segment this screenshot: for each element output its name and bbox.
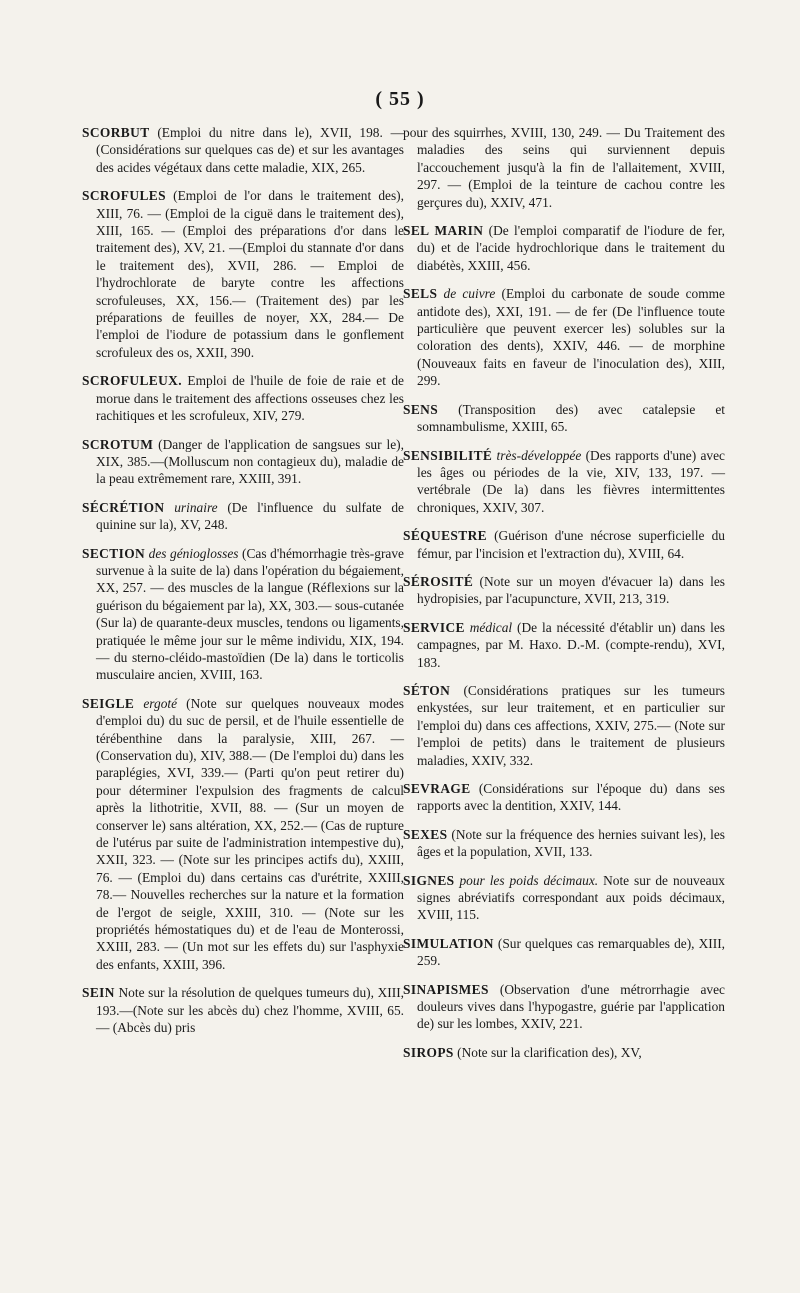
index-entry	[403, 124, 725, 211]
entry-headword: SENS	[403, 401, 439, 417]
entry-headword: SÉROSITÉ	[403, 573, 474, 589]
index-entry	[403, 935, 725, 970]
index-entry	[403, 780, 725, 815]
index-entry	[82, 436, 404, 488]
entry-headword: SEIN	[82, 985, 115, 1001]
entry-text: (Sur quelques cas remarquables de), XIII, 259.	[417, 935, 725, 969]
index-entry	[403, 872, 725, 924]
index-entry	[403, 222, 725, 274]
index-entry	[403, 682, 725, 769]
entry-text: Note sur de nouveaux signes abréviatifs correspondant aux poids décimaux, XVIII, 115.	[417, 872, 725, 923]
entry-headword: SCORBUT	[82, 125, 150, 140]
entry-headword: SÉCRÉTION	[82, 499, 165, 515]
entry-text: (De l'influence du sulfate de quinine sur la), XV, 248.	[96, 499, 404, 533]
entry-headword: SIROPS	[403, 1044, 454, 1060]
entry-text: (Danger de l'application de sangsues sur le), XIX, 385.—(Molluscum non contagieux du), maladie de la peau extrêmement rare, XXIII, 391.	[96, 436, 404, 487]
entry-qualifier: ergoté	[134, 695, 178, 711]
index-entry	[403, 401, 725, 436]
index-entry	[82, 124, 404, 176]
entry-text: (Considérations pratiques sur les tumeurs enkystées, sur leur traitement, et en particulier sur l'emploi du) dans ces affections, XXIV, 275.— (Note sur l'emploi de petits) dans le traitement de plusieurs maladies, XXIV, 332.	[417, 682, 725, 768]
entry-text: (Note sur un moyen d'évacuer la) dans les hydropisies, par l'acupuncture, XVII, 213, 319.	[417, 573, 725, 607]
entry-text: pour des squirrhes, XVIII, 130, 249. — Du Traitement des maladies des seins qui surviennent depuis l'accouchement jusqu'à la fin de l'allaitement, XVIII, 297. — (Emploi de la teinture de cachou contre les gerçures du), XXIV, 471.	[403, 125, 725, 210]
entry-qualifier: des génioglosses	[145, 545, 239, 561]
entry-text: (Observation d'une métrorrhagie avec douleurs vives dans l'hypogastre, guérie par l'application de) sur les lombes, XXIV, 221.	[417, 981, 725, 1032]
entry-qualifier: de cuivre	[437, 286, 496, 302]
right-column	[403, 124, 725, 1072]
entry-text: (Transposition des) avec catalepsie et somnambulisme, XXIII, 65.	[417, 401, 725, 435]
entry-headword: SEL MARIN	[403, 223, 484, 239]
entry-text: (De l'emploi comparatif de l'iodure de fer, du) et de l'acide hydrochlorique dans le traitement du diabétès, XXIII, 456.	[417, 223, 725, 273]
entry-headword: SÉTON	[403, 682, 451, 698]
index-entry	[82, 695, 404, 974]
entry-headword: SELS	[403, 286, 438, 302]
entry-headword: SCROFULES	[82, 188, 166, 204]
entry-headword: SIMULATION	[403, 935, 494, 951]
entry-text: Note sur la résolution de quelques tumeurs du), XIII, 193.—(Note sur les abcès du) chez l'homme, XVIII, 65. — (Abcès du) pris	[96, 985, 404, 1036]
entry-headword: SERVICE	[403, 619, 465, 635]
index-entry	[403, 447, 725, 517]
entry-headword: SCROTUM	[82, 436, 154, 452]
entry-qualifier: pour les poids décimaux.	[454, 872, 599, 888]
entry-text: (Note sur la clarification des), XV,	[453, 1044, 642, 1060]
entry-headword: SECTION	[82, 545, 146, 561]
index-entry	[82, 984, 404, 1036]
entry-text: (Emploi du nitre dans le), XVII, 198. — (Considérations sur quelques cas de) et sur les avantages des acides végétaux dans cette maladie, XIX, 265.	[96, 125, 404, 175]
entry-text: (Cas d'hémorrhagie très-grave survenue à la suite de la) dans l'opération du bégaiement, XX, 257. — des muscles de la langue (Réflexions sur la guérison du bégaiement par la), XX, 303.— sous-cutanée (Sur la) de quarante-deux muscles, tendons ou ligaments, pratiquée le même jour sur le même individu, XIX, 194.— du sterno-cléido-mastoïdien (De la) dans le torticolis musculaire ancien, XVIII, 163.	[96, 545, 404, 683]
entry-qualifier: très-développée	[492, 447, 582, 463]
index-entry	[82, 187, 404, 361]
entry-text: (Emploi du carbonate de soude comme antidote des), XXI, 191. — de fer (De l'influence toute particulière que peuvent exercer les) solubles sur la coloration des dents), XXIV, 446. — de morphine (Nouveaux faits en faveur de l'inoculation des), XIII, 299.	[417, 286, 726, 389]
entry-qualifier: urinaire	[164, 499, 218, 515]
entry-text: (Note sur quelques nouveaux modes d'emploi du) du suc de persil, et de l'huile essentielle de térébenthine dans la paralysie, XIII, 267. — (Conservation du), XIV, 388.— (De l'emploi du) dans les paraplégies, XVI, 339.— (Parti qu'on peut retirer du) pour déterminer l'expulsion des fragments de calcul après la lithotritie, XVII, 88. — (Sur un moyen de conserver le) sans altération, XX, 252.— (Cas de rupture de l'utérus par suite de l'administration intempestive du), XXII, 323. — (Note sur les principes actifs du), XXIII, 76. — (Emploi du) dans certains cas d'urétrite, XXIII, 78.— Nouvelles recherches sur la nature et la formation de l'ergot de seigle, XXIII, 310. — (Note sur les propriétés hémostatiques du) et de l'eau de Monterossi, XXIII, 283. — (Un mot sur les effets du) sur l'asphyxie des enfants, XXIII, 396.	[96, 695, 405, 972]
index-entry	[403, 619, 725, 671]
entry-text: (Des rapports d'une) avec les âges ou périodes de la vie, XIV, 133, 197. — vertébrale (De la) dans les fièvres intermittentes chroniques, XXIV, 307.	[417, 447, 725, 515]
index-entry	[82, 499, 404, 534]
index-entry	[403, 573, 725, 608]
entry-headword: SINAPISMES	[403, 981, 489, 997]
left-column	[82, 124, 404, 1048]
entry-text: (De la nécessité d'établir un) dans les campagnes, par M. Haxo. D.-M. (compte-rendu), XVI, 183.	[417, 619, 725, 670]
entry-text: (Guérison d'une nécrose superficielle du fémur, par l'incision et l'extraction du), XVIII, 64.	[417, 528, 725, 561]
index-entry	[82, 545, 404, 684]
entry-headword: SÉQUESTRE	[403, 528, 487, 544]
entry-text: Emploi de l'huile de foie de raie et de morue dans le traitement des affections osseuses chez les rachitiques et les scrofuleux, XIV, 279.	[96, 373, 404, 424]
entry-headword: SEVRAGE	[403, 781, 471, 796]
entry-text: (Emploi de l'or dans le traitement des), XIII, 76. — (Emploi de la ciguë dans le traitement des), XIII, 165. — (Emploi des préparations d'or dans le traitement des), XV, 21. —(Emploi du stannate d'or dans le traitement des), XVII, 286. — Emploi de l'hydrochlorate de baryte contre les affections scrofuleuses, XX, 156.— (Traitement des) par les préparations de feuilles de noyer, XX, 284.— De l'emploi de l'iodure de potassium dans le gonflement scrofuleux des os, XXII, 390.	[96, 188, 404, 360]
index-entry	[403, 1044, 725, 1061]
entry-headword: SEXES	[403, 826, 448, 842]
index-entry	[403, 527, 725, 562]
index-entry	[403, 826, 725, 861]
entry-text: (Note sur la fréquence des hernies suivant les), les âges et la population, XVII, 133.	[417, 826, 725, 860]
entry-headword: SCROFULEUX.	[82, 373, 183, 389]
page-number: ( 55 )	[375, 88, 425, 110]
entry-text: (Considérations sur l'époque du) dans ses rapports avec la dentition, XXIV, 144.	[417, 781, 725, 814]
index-entry	[403, 285, 725, 389]
entry-qualifier: médical	[464, 619, 513, 635]
index-entry	[403, 981, 725, 1033]
entry-headword: SIGNES	[403, 872, 455, 888]
entry-headword: SENSIBILITÉ	[403, 447, 493, 463]
entry-headword: SEIGLE	[82, 695, 135, 711]
index-entry	[82, 372, 404, 424]
